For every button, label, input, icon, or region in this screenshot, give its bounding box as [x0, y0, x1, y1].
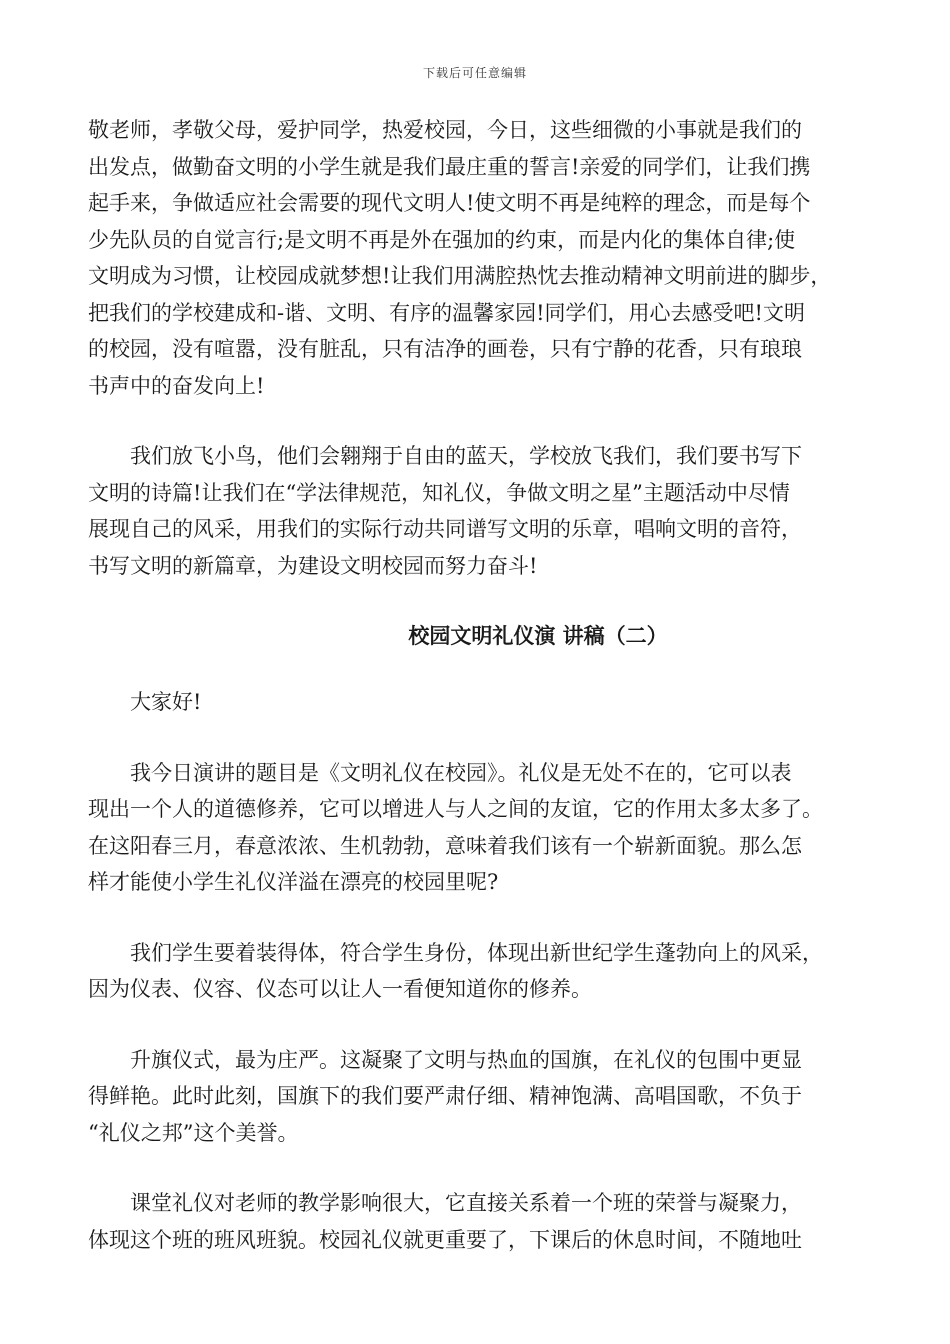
text-line: 少先队员的自觉言行;是文明不再是外在强加的约束，而是内化的集体自律;使: [88, 227, 796, 252]
text-line: 体现这个班的班风班貌。校园礼仪就更重要了，下课后的休息时间，不随地吐: [88, 1227, 802, 1252]
text-line: 书声中的奋发向上!: [88, 373, 265, 398]
text-line: 因为仪表、仪容、仪态可以让人一看便知道你的修养。: [88, 977, 592, 1001]
paragraph-4: [88, 935, 868, 1008]
text-line: 书写文明的新篇章，为建设文明校园而努力奋斗!: [88, 553, 538, 578]
text-line: “礼仪之邦”这个美誉。: [88, 1120, 299, 1145]
text-line: 展现自己的风采，用我们的实际行动共同谱写文明的乐章，唱响文明的音符，: [88, 517, 802, 541]
text-line: 起手来，争做适应社会需要的现代文明人!使文明不再是纯粹的理念，而是每个: [88, 191, 811, 215]
paragraph-5: [88, 1042, 868, 1152]
text-line: 出发点，做勤奋文明的小学生就是我们最庄重的誓言!亲爱的同学们，让我们携: [88, 154, 811, 179]
text-line: 我们学生要着装得体，符合学生身份，体现出新世纪学生蓬勃向上的风采，: [88, 940, 823, 965]
paragraph-2: [88, 438, 868, 584]
text-line: 敬老师，孝敬父母，爱护同学，热爱校园，今日，这些细微的小事就是我们的: [88, 118, 802, 142]
paragraph-1: [88, 112, 868, 404]
text-line: 升旗仪式，最为庄严。这凝聚了文明与热血的国旗，在礼仪的包围中更显: [88, 1047, 802, 1072]
text-line: 把我们的学校建成和-谐、文明、有序的温馨家园!同学们，用心去感受吧!文明: [88, 300, 805, 325]
paragraph-6: [88, 1185, 868, 1258]
section-title: 校园文明礼仪演 讲稿（二）: [408, 624, 668, 648]
text-line: 样才能使小学生礼仪洋溢在漂亮的校园里呢?: [88, 870, 499, 894]
text-line: 课堂礼仪对老师的教学影响很大，它直接关系着一个班的荣誉与凝聚力，: [88, 1191, 802, 1215]
page-header: 下载后可任意编辑: [422, 66, 527, 80]
text-line: 得鲜艳。此时此刻，国旗下的我们要严肃仔细、精神饱满、高唱国歌，不负于: [88, 1084, 802, 1108]
paragraph-3: [88, 755, 868, 901]
greeting: [88, 684, 868, 721]
text-line: 文明成为习惯，让校园成就梦想!让我们用满腔热忱去推动精神文明前进的脚步，: [88, 264, 832, 288]
text-line: 现出一个人的道德修养，它可以增进人与人之间的友谊，它的作用太多太多了。: [88, 797, 823, 821]
text-line: 大家好!: [88, 690, 202, 714]
text-line: 的校园，没有喧嚣，没有脏乱，只有洁净的画卷，只有宁静的花香，只有琅琅: [88, 337, 802, 361]
text-line: 我今日演讲的题目是《文明礼仪在校园》。礼仪是无处不在的，它可以表: [88, 760, 792, 785]
text-line: 在这阳春三月，春意浓浓、生机勃勃，意味着我们该有一个崭新面貌。那么怎: [88, 833, 802, 858]
text-line: 我们放飞小鸟，他们会翱翔于自由的蓝天，学校放飞我们，我们要书写下: [88, 444, 802, 468]
document-body: [88, 112, 868, 1258]
text-line: 文明的诗篇!让我们在“学法律规范，知礼仪，争做文明之星”主题活动中尽情: [88, 480, 790, 505]
